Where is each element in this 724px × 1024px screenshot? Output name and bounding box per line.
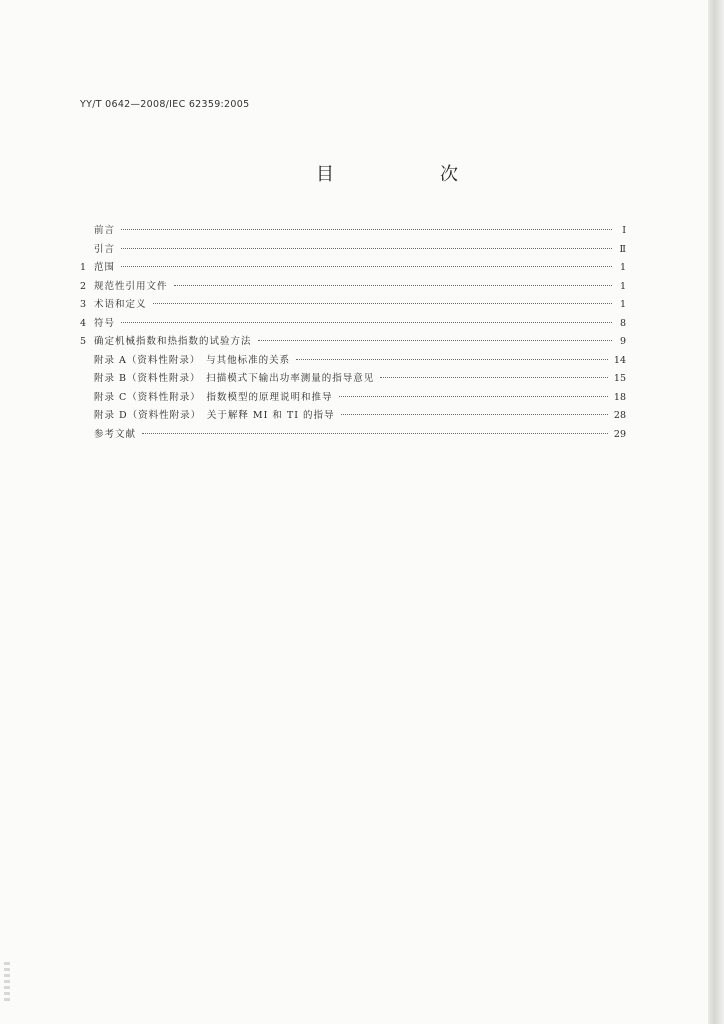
toc-page-number: 18	[613, 391, 626, 403]
toc-entry-annex-b[interactable]	[80, 370, 626, 389]
toc-entry-bibliography[interactable]	[80, 426, 626, 445]
toc-label: 符号	[94, 317, 116, 329]
leader-dots	[153, 303, 612, 304]
toc-label: 附录 D（资料性附录） 关于解释 MI 和 TI 的指导	[94, 410, 335, 421]
toc-label: 确定机械指数和热指数的试验方法	[94, 336, 252, 347]
toc-entry-terms-definitions[interactable]	[80, 296, 626, 315]
leader-dots	[258, 340, 612, 341]
leader-dots	[380, 377, 608, 378]
leader-dots	[341, 414, 608, 415]
toc-number: 1	[80, 262, 87, 273]
toc-page-number: 1	[619, 299, 626, 310]
leader-dots	[121, 248, 612, 249]
toc-number: 3	[80, 299, 87, 310]
toc-entry-normative-references[interactable]	[80, 278, 626, 297]
toc-page-number: 9	[619, 336, 626, 347]
toc-page-number: Ⅱ	[619, 243, 626, 255]
toc-page-number: 1	[619, 280, 626, 292]
toc-page-number: 29	[613, 428, 626, 440]
toc-label: 范围	[94, 262, 116, 273]
leader-dots	[121, 229, 612, 230]
toc-page-number: I	[622, 225, 626, 236]
toc-entry-test-methods[interactable]	[80, 333, 626, 352]
page-title: 目 次	[316, 164, 502, 185]
page-edge-shadow	[708, 0, 724, 1024]
toc-entry-scope[interactable]	[80, 259, 626, 278]
toc-entry-annex-a[interactable]	[80, 352, 626, 371]
leader-dots	[174, 285, 612, 286]
scan-artifact	[4, 962, 10, 1002]
toc-number: 5	[80, 336, 87, 347]
toc-number: 2	[80, 280, 87, 292]
toc-label: 规范性引用文件	[94, 280, 168, 292]
leader-dots	[142, 433, 608, 434]
toc-entry-annex-d[interactable]	[80, 407, 626, 426]
toc-label: 引言	[94, 243, 116, 255]
toc-label: 参考文献	[94, 428, 137, 440]
toc-label: 附录 C（资料性附录） 指数模型的原理说明和推导	[94, 391, 333, 403]
toc-page-number: 14	[613, 354, 626, 366]
toc-label: 附录 B（资料性附录） 扫描模式下输出功率测量的指导意见	[94, 373, 375, 384]
toc-label: 附录 A（资料性附录） 与其他标准的关系	[94, 354, 291, 366]
standard-code: YY/T 0642—2008/IEC 62359:2005	[80, 99, 250, 110]
toc-number: 4	[80, 317, 87, 329]
toc-label: 前言	[94, 225, 116, 236]
leader-dots	[296, 359, 608, 360]
toc-page-number: 15	[613, 373, 626, 384]
leader-dots	[121, 266, 612, 267]
table-of-contents	[80, 222, 626, 444]
toc-page-number: 8	[619, 317, 626, 329]
toc-page-number: 28	[613, 410, 626, 421]
toc-entry-annex-c[interactable]	[80, 389, 626, 408]
toc-page-number: 1	[619, 262, 626, 273]
toc-label: 术语和定义	[94, 299, 147, 310]
toc-entry-introduction[interactable]	[80, 241, 626, 260]
toc-entry-foreword[interactable]	[80, 222, 626, 241]
leader-dots	[121, 322, 612, 323]
toc-entry-symbols[interactable]	[80, 315, 626, 334]
leader-dots	[339, 396, 608, 397]
